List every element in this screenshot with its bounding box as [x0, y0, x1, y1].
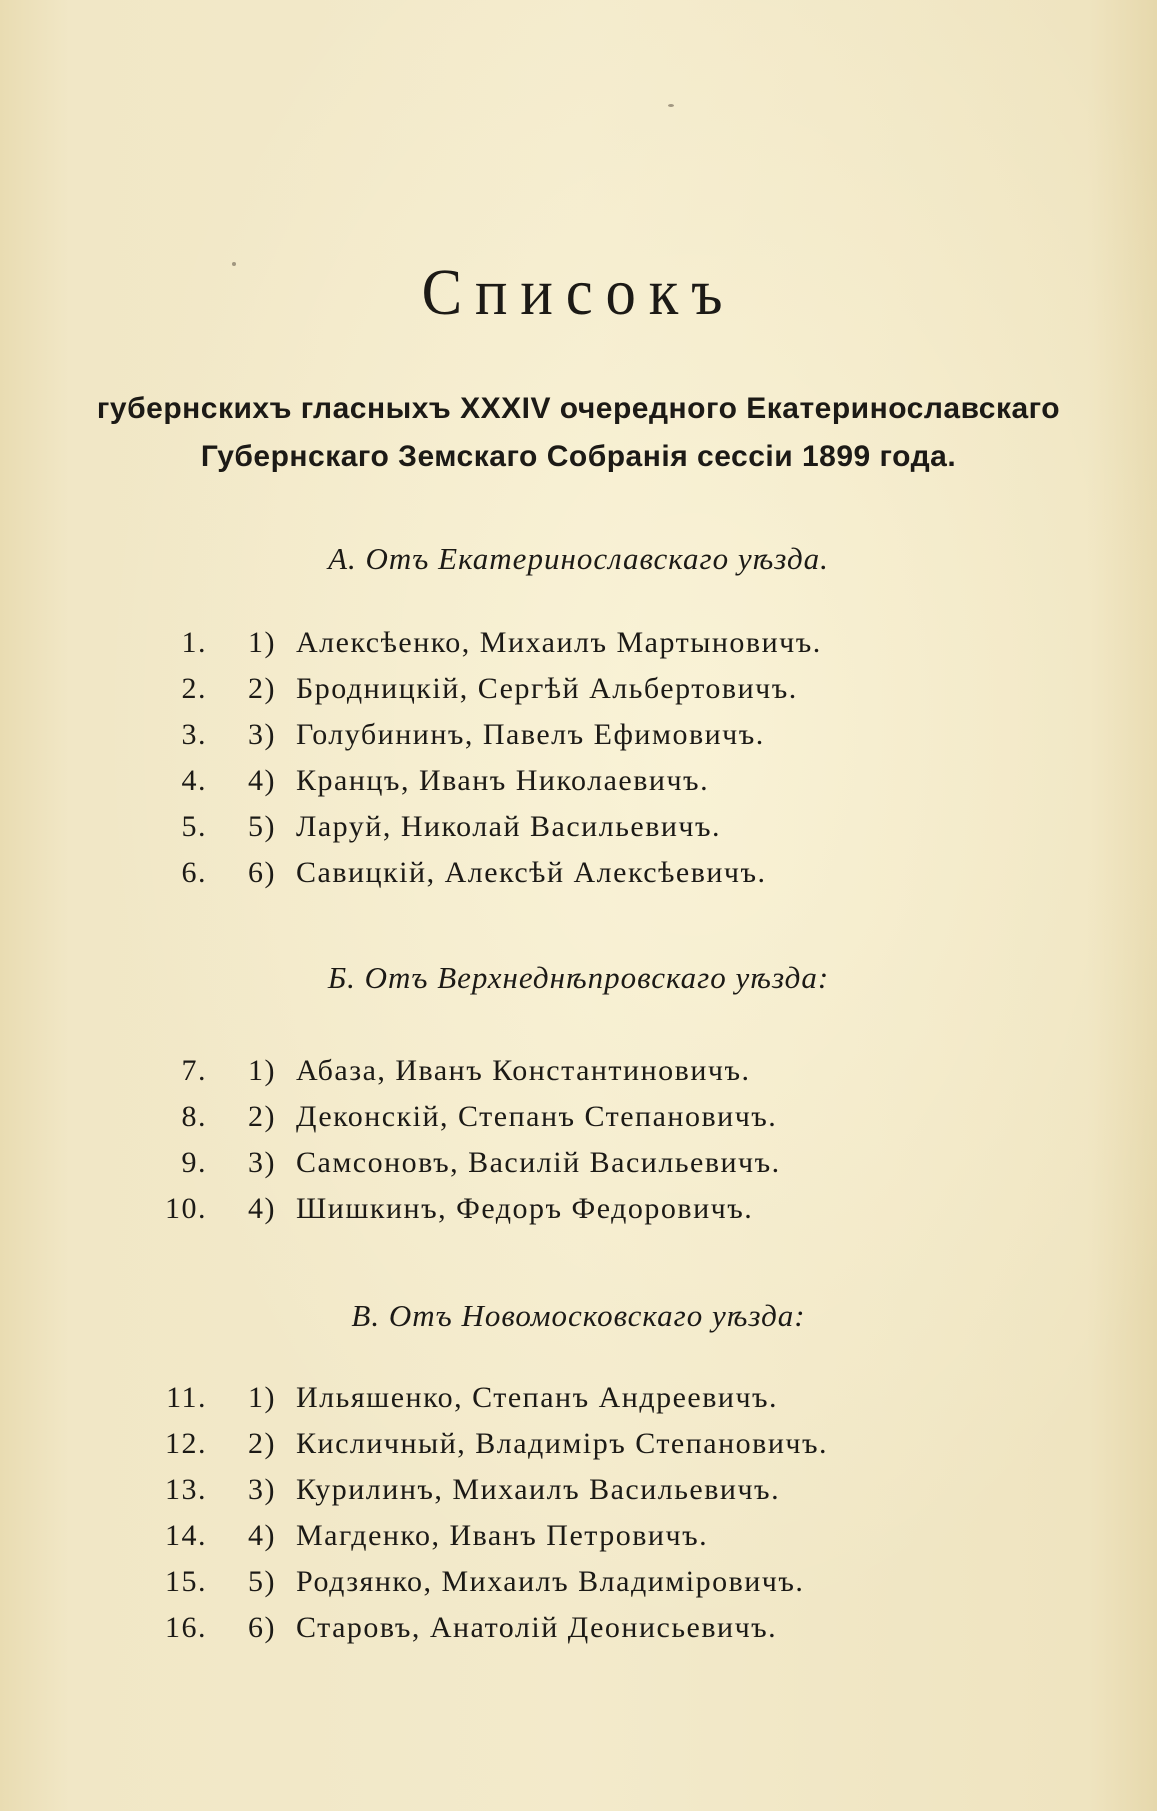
entry-number: 3.	[181, 718, 207, 751]
list-item	[0, 1192, 1157, 1232]
entry-sub-number: 1)	[248, 1381, 276, 1414]
list-item	[0, 1519, 1157, 1559]
ink-speck	[668, 104, 674, 107]
entry-sub-number: 4)	[248, 764, 276, 797]
entry-sub-number: 2)	[248, 1427, 276, 1460]
entry-sub-number: 6)	[248, 1611, 276, 1644]
entry-number: 8.	[181, 1100, 207, 1133]
entry-number: 4.	[181, 764, 207, 797]
entry-number: 14.	[165, 1519, 207, 1552]
entry-name: Ларуй, Николай Васильевичъ.	[296, 810, 722, 843]
entry-number: 5.	[181, 810, 207, 843]
entry-sub-number: 3)	[248, 1473, 276, 1506]
list-item	[0, 856, 1157, 896]
entry-name: Абаза, Иванъ Константиновичъ.	[296, 1054, 751, 1087]
list-item	[0, 1611, 1157, 1651]
entry-number: 2.	[181, 672, 207, 705]
entry-name: Ильяшенко, Степанъ Андреевичъ.	[296, 1381, 779, 1414]
list-item	[0, 626, 1157, 666]
entry-name: Самсоновъ, Василій Васильевичъ.	[296, 1146, 781, 1179]
entry-sub-number: 1)	[248, 626, 276, 659]
entry-name: Бродницкій, Сергѣй Альбертовичъ.	[296, 672, 798, 705]
entry-sub-number: 5)	[248, 1565, 276, 1598]
entry-sub-number: 4)	[248, 1192, 276, 1225]
entry-sub-number: 3)	[248, 1146, 276, 1179]
entry-number: 7.	[181, 1054, 207, 1087]
entry-number: 1.	[181, 626, 207, 659]
entry-name: Алексѣенко, Михаилъ Мартыновичъ.	[296, 626, 822, 659]
list-item	[0, 810, 1157, 850]
entry-number: 11.	[166, 1381, 207, 1414]
entry-number: 13.	[165, 1473, 207, 1506]
section-heading-c: В. Отъ Новомосковскаго уѣзда:	[351, 1298, 806, 1333]
entry-sub-number: 3)	[248, 718, 276, 751]
list-item	[0, 1100, 1157, 1140]
list-item	[0, 1381, 1157, 1421]
entry-name: Старовъ, Анатолій Деонисьевичъ.	[296, 1611, 778, 1644]
entry-sub-number: 2)	[248, 672, 276, 705]
entry-sub-number: 4)	[248, 1519, 276, 1552]
entry-number: 10.	[165, 1192, 207, 1225]
entry-sub-number: 1)	[248, 1054, 276, 1087]
entry-number: 12.	[165, 1427, 207, 1460]
list-item	[0, 1565, 1157, 1605]
entry-sub-number: 5)	[248, 810, 276, 843]
entry-number: 6.	[181, 856, 207, 889]
page-title: Списокъ	[421, 256, 736, 329]
subtitle-line-1: губернскихъ гласныхъ XXXIV очередного Екатеринославскаго	[96, 392, 1061, 425]
entry-number: 9.	[181, 1146, 207, 1179]
section-heading-a: А. Отъ Екатеринославскаго уѣзда.	[328, 541, 829, 576]
entry-number: 16.	[165, 1611, 207, 1644]
list-item	[0, 718, 1157, 758]
entry-sub-number: 2)	[248, 1100, 276, 1133]
entry-name: Кранцъ, Иванъ Николаевичъ.	[296, 764, 710, 797]
entry-name: Голубининъ, Павелъ Ефимовичъ.	[296, 718, 765, 751]
list-item	[0, 1473, 1157, 1513]
entry-number: 15.	[165, 1565, 207, 1598]
list-item	[0, 1054, 1157, 1094]
entry-name: Магденко, Иванъ Петровичъ.	[296, 1519, 709, 1552]
section-heading-b: Б. Отъ Верхнеднѣпровскаго уѣзда:	[327, 960, 830, 995]
entry-name: Кисличный, Владиміръ Степановичъ.	[296, 1427, 828, 1460]
entry-name: Деконскій, Степанъ Степановичъ.	[296, 1100, 778, 1133]
list-item	[0, 672, 1157, 712]
list-item	[0, 1427, 1157, 1467]
entry-sub-number: 6)	[248, 856, 276, 889]
entry-name: Курилинъ, Михаилъ Васильевичъ.	[296, 1473, 781, 1506]
subtitle-line-2: Губернскаго Земскаго Собранія сессіи 1899 года.	[200, 440, 957, 473]
list-item	[0, 764, 1157, 804]
entry-name: Савицкій, Алексѣй Алексѣевичъ.	[296, 856, 767, 889]
entry-name: Родзянко, Михаилъ Владиміровичъ.	[296, 1565, 805, 1598]
list-item	[0, 1146, 1157, 1186]
entry-name: Шишкинъ, Федоръ Федоровичъ.	[296, 1192, 754, 1225]
